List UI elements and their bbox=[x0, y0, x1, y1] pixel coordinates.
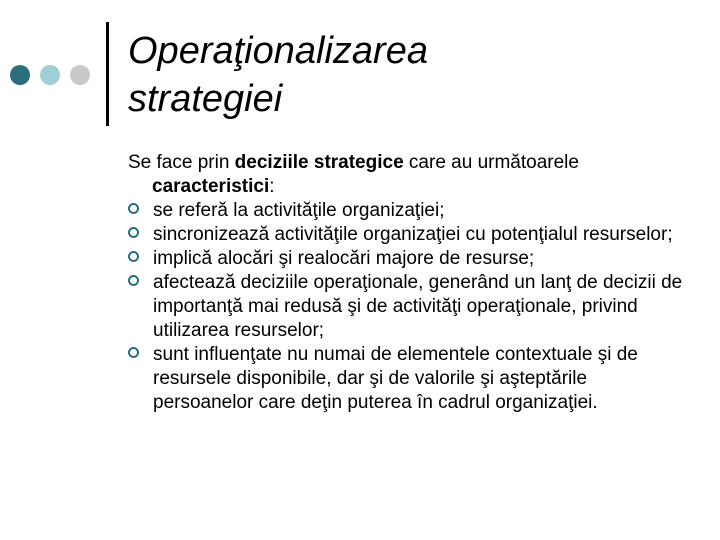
bullet-text: implică alocări şi realocări majore de resurse; bbox=[153, 248, 535, 269]
bullet-circle-icon bbox=[128, 251, 139, 262]
bullet-item bbox=[128, 271, 688, 343]
bullet-text: sunt influenţate nu numai de elementele contextuale şi de resursele disponibile, dar şi de valorile şi aşteptările persoanelor care deţin puterea în cadrul organizaţiei. bbox=[153, 344, 638, 413]
intro-suffix: : bbox=[269, 176, 275, 197]
bullet-item bbox=[128, 199, 688, 223]
intro-paragraph bbox=[128, 151, 688, 199]
bullet-item bbox=[128, 247, 688, 271]
bullet-item bbox=[128, 343, 688, 415]
bullet-circle-icon bbox=[128, 203, 139, 214]
decorative-dots bbox=[10, 65, 90, 85]
slide-title bbox=[128, 27, 708, 123]
intro-bold-characteristics: caracteristici bbox=[152, 176, 270, 197]
intro-prefix: Se face prin bbox=[128, 152, 235, 173]
slide-title-line-1: Operaţionalizarea bbox=[128, 30, 428, 72]
slide-title-line-2: strategiei bbox=[128, 78, 283, 120]
bullet-item bbox=[128, 223, 688, 247]
bullet-circle-icon bbox=[128, 347, 139, 358]
dot-light-teal bbox=[40, 65, 60, 85]
bullet-text: se referă la activităţile organizaţiei; bbox=[153, 200, 445, 221]
bullet-text: afectează deciziile operaţionale, generând un lanţ de decizii de importanţă mai redusă şi de activităţi operaţionale, privind utilizarea resurselor; bbox=[153, 272, 683, 341]
slide-body bbox=[128, 151, 688, 415]
intro-middle: care au următoarele bbox=[403, 152, 579, 173]
intro-bold-decisions: deciziile strategice bbox=[234, 152, 404, 173]
bullet-text: sincronizează activităţile organizaţiei cu potenţialul resurselor; bbox=[153, 224, 673, 245]
bullet-circle-icon bbox=[128, 227, 139, 238]
dot-dark-teal bbox=[10, 65, 30, 85]
bullet-circle-icon bbox=[128, 275, 139, 286]
dot-gray bbox=[70, 65, 90, 85]
bullet-list bbox=[128, 199, 688, 415]
title-divider bbox=[106, 22, 109, 126]
